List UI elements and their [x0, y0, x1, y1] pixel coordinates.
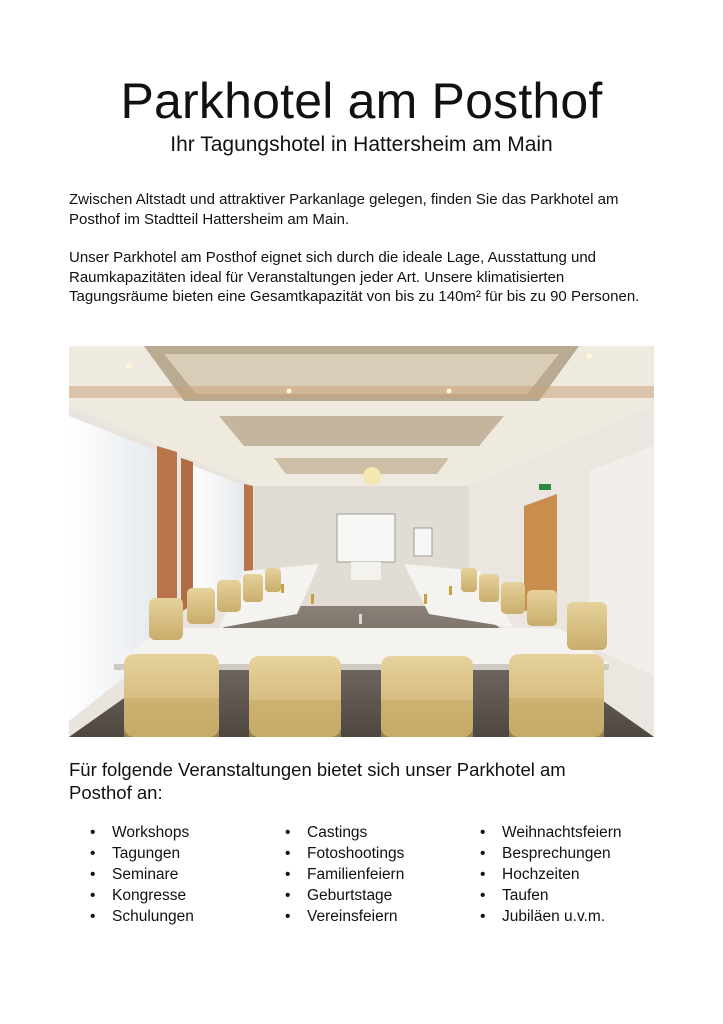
- list-item: • Tagungen: [90, 843, 194, 864]
- list-item: • Vereinsfeiern: [285, 906, 404, 927]
- list-item: • Geburtstage: [285, 885, 404, 906]
- list-item: • Castings: [285, 822, 404, 843]
- list-item: • Seminare: [90, 864, 194, 885]
- events-list-column-3: [480, 822, 621, 927]
- list-item: • Jubiläen u.v.m.: [480, 906, 621, 927]
- events-list-column-2: [285, 822, 404, 927]
- list-item: • Weihnachtsfeiern: [480, 822, 621, 843]
- list-item: • Kongresse: [90, 885, 194, 906]
- list-item: • Familienfeiern: [285, 864, 404, 885]
- list-item: • Taufen: [480, 885, 621, 906]
- list-item: • Fotoshootings: [285, 843, 404, 864]
- list-item: • Hochzeiten: [480, 864, 621, 885]
- conference-room-photo: [69, 346, 654, 737]
- intro-paragraph-capacity: Unser Parkhotel am Posthof eignet sich durch die ideale Lage, Ausstattung und Raumkapazitäten ideal für Veranstaltungen jeder Art. Unsere klimatisierten Tagungsräume bieten eine Gesamtkapazität von bis zu 140m² für bis zu 90 Personen.: [69, 249, 640, 305]
- page-subtitle: Ihr Tagungshotel in Hattersheim am Main: [170, 133, 553, 156]
- events-heading: Für folgende Veranstaltungen bietet sich unser Parkhotel am Posthof an:: [69, 759, 566, 803]
- list-item: • Workshops: [90, 822, 194, 843]
- intro-paragraph-location: Zwischen Altstadt und attraktiver Parkanlage gelegen, finden Sie das Parkhotel am Posthof im Stadtteil Hattersheim am Main.: [69, 191, 619, 228]
- events-list-column-1: [90, 822, 194, 927]
- conference-room-illustration: [69, 346, 654, 737]
- page-title: Parkhotel am Posthof: [120, 73, 603, 129]
- list-item: • Besprechungen: [480, 843, 621, 864]
- list-item: • Schulungen: [90, 906, 194, 927]
